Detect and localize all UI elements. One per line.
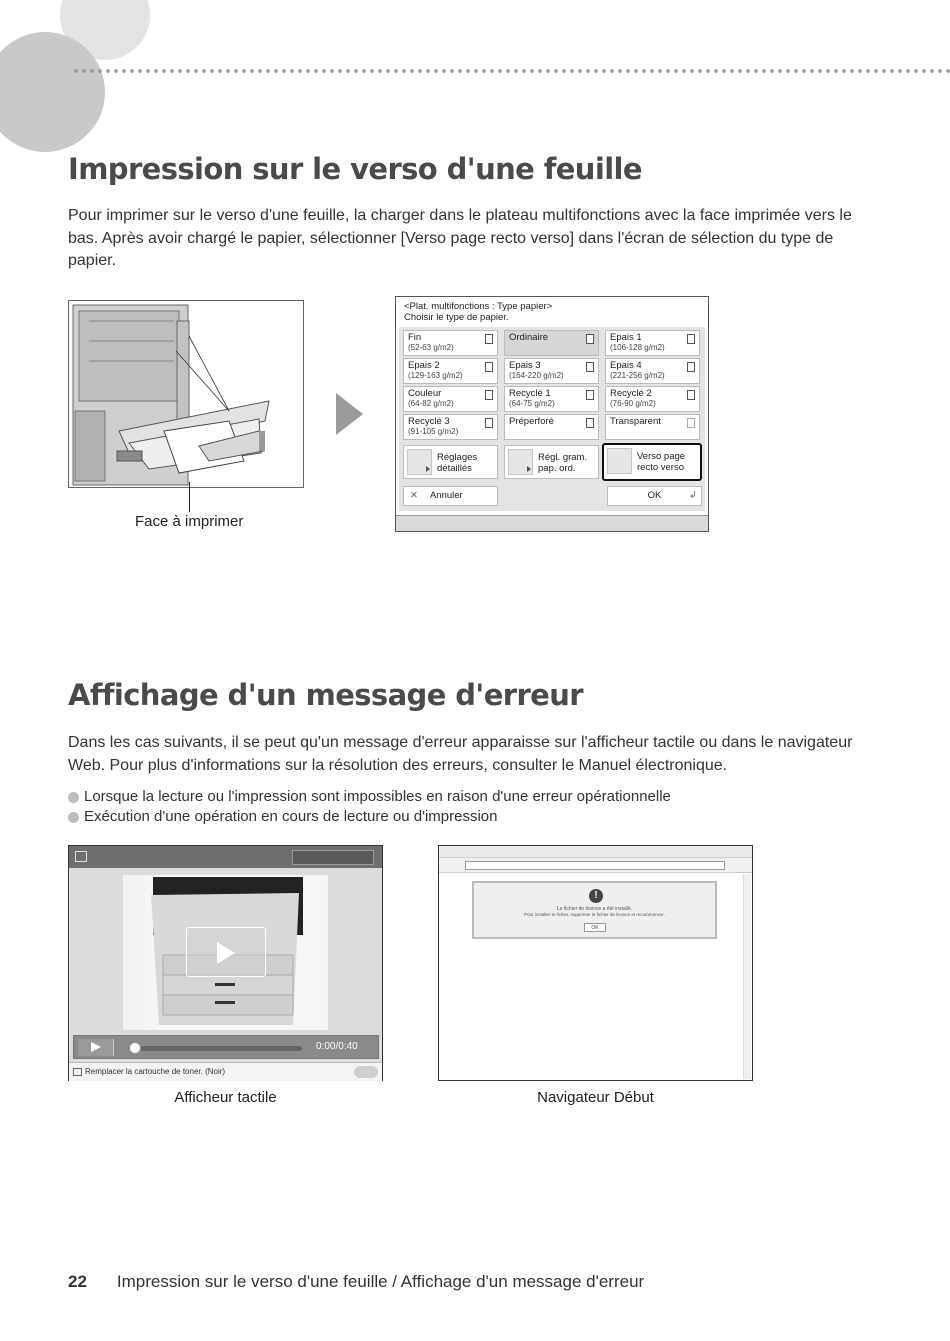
cancel-button[interactable]: ✕ Annuler	[403, 486, 498, 506]
section-title-verso: Impression sur le verso d'une feuille	[68, 152, 642, 186]
recycle-paper-icon	[485, 418, 493, 428]
paper-btn-recycle-1[interactable]: Recyclé 1 (64-75 g/m2)	[504, 386, 599, 412]
paper-btn-fin[interactable]: Fin (52-63 g/m2)	[403, 330, 498, 356]
playback-time: 0:00/0:40	[316, 1041, 358, 1052]
caption-afficheur-tactile: Afficheur tactile	[174, 1089, 277, 1106]
play-icon[interactable]	[78, 1039, 114, 1056]
plain-paper-weight-button[interactable]: Régl. gram. pap. ord.	[504, 445, 599, 479]
dotted-divider	[72, 68, 950, 74]
duplex-icon	[607, 448, 632, 474]
transparency-icon	[687, 418, 695, 428]
progress-track[interactable]	[132, 1046, 302, 1051]
error-message-line1: Le fichier de licence a été installé.	[556, 906, 633, 912]
paper-btn-epais-2[interactable]: Epais 2 (129-163 g/m2)	[403, 358, 498, 384]
arrow-right-icon	[336, 393, 363, 435]
punched-paper-icon	[586, 418, 594, 428]
toner-icon	[73, 1068, 82, 1076]
enter-icon: ↲	[689, 490, 697, 501]
paper-btn-recycle-2[interactable]: Recyclé 2 (76-90 g/m2)	[605, 386, 700, 412]
callout-leader-line	[189, 482, 190, 512]
paper-icon	[586, 362, 594, 372]
section-intro-erreur: Dans les cas suivants, il se peut qu'un message d'erreur apparaisse sur l'afficheur tactile ou dans le navigateur Web. Pour plus d'informations sur la résolution des erreurs, consulter le Manuel électronique.	[68, 734, 853, 774]
dialog-ok-button[interactable]: OK	[584, 923, 606, 932]
verso-page-button[interactable]: Verso page recto verso	[602, 443, 702, 481]
paper-icon	[687, 362, 695, 372]
error-message-line2: Pour installer le fichier, supprimer le fichier de licence et recommencer.	[524, 912, 665, 917]
paper-btn-epais-1[interactable]: Epais 1 (106-128 g/m2)	[605, 330, 700, 356]
footer-title: Impression sur le verso d'une feuille / Affichage d'un message d'erreur	[116, 1272, 645, 1291]
chevron-right-icon	[426, 466, 430, 472]
caption-navigateur: Navigateur Début	[537, 1089, 654, 1106]
status-monitor-button[interactable]	[354, 1066, 378, 1078]
address-field[interactable]	[465, 861, 725, 870]
browser-screen	[438, 845, 753, 1081]
paper-btn-recycle-3[interactable]: Recyclé 3 (91-105 g/m2)	[403, 414, 498, 440]
page-footer	[68, 1272, 644, 1292]
recycle-paper-icon	[586, 390, 594, 400]
paper-icon	[485, 390, 493, 400]
paper-icon	[687, 334, 695, 344]
paper-btn-epais-3[interactable]: Epais 3 (164-220 g/m2)	[504, 358, 599, 384]
paper-type-screen	[395, 296, 709, 532]
scrollbar[interactable]	[743, 874, 751, 1079]
warning-icon: !	[589, 889, 603, 903]
browser-title-bar	[439, 846, 752, 858]
close-icon: ✕	[410, 490, 418, 501]
paper-icon	[485, 334, 493, 344]
top-bar-button[interactable]	[292, 850, 374, 865]
caption-face-a-imprimer: Face à imprimer	[135, 513, 244, 530]
printer-illustration	[68, 300, 304, 488]
paper-btn-transparent[interactable]: Transparent	[605, 414, 700, 440]
recycle-paper-icon	[687, 390, 695, 400]
section-title-erreur: Affichage d'un message d'erreur	[68, 678, 583, 712]
error-cases-list	[68, 787, 671, 827]
paper-btn-ordinaire[interactable]: Ordinaire	[504, 330, 599, 356]
bullet-icon	[68, 812, 79, 823]
status-message-bar	[69, 1062, 382, 1081]
ok-button[interactable]: OK ↲	[607, 486, 702, 506]
browser-toolbar	[439, 858, 752, 873]
paper-btn-couleur[interactable]: Couleur (64-82 g/m2)	[403, 386, 498, 412]
paper-btn-epais-4[interactable]: Epais 4 (221-256 g/m2)	[605, 358, 700, 384]
paper-screen-status-bar	[396, 515, 708, 531]
paper-icon	[586, 334, 594, 344]
touch-panel-top-bar	[69, 846, 382, 868]
paper-screen-title	[404, 301, 552, 323]
paper-btn-preperfore[interactable]: Préperforé	[504, 414, 599, 440]
section-intro-verso: Pour imprimer sur le verso d'une feuille, la charger dans le plateau multifonctions avec la face imprimée vers le bas. Après avoir chargé le papier, sélectionner [Verso page recto verso] dans l'écran de sélection du type de papier.	[68, 207, 852, 269]
progress-knob[interactable]	[129, 1042, 141, 1054]
paper-icon	[485, 362, 493, 372]
paper-screen-title-line1: <Plat. multifonctions : Type papier>	[404, 301, 553, 312]
video-control-bar	[73, 1035, 379, 1059]
play-overlay-button[interactable]	[186, 927, 266, 977]
paper-screen-title-line2: Choisir le type de papier.	[404, 312, 509, 323]
error-dialog	[472, 881, 717, 939]
touch-panel-screen	[68, 845, 383, 1081]
list-item: Exécution d'une opération en cours de lecture ou d'impression	[68, 807, 671, 827]
bullet-icon	[68, 792, 79, 803]
list-item: Lorsque la lecture ou l'impression sont impossibles en raison d'une erreur opérationnelle	[68, 787, 671, 807]
status-message: Remplacer la cartouche de toner. (Noir)	[85, 1067, 226, 1076]
home-icon[interactable]	[75, 851, 87, 862]
paper-button-panel	[399, 327, 705, 511]
page-number: 22	[68, 1272, 87, 1291]
chevron-right-icon	[527, 466, 531, 472]
printer-tray-drawing	[69, 301, 304, 488]
detailed-settings-button[interactable]: Réglages détaillés	[403, 445, 498, 479]
